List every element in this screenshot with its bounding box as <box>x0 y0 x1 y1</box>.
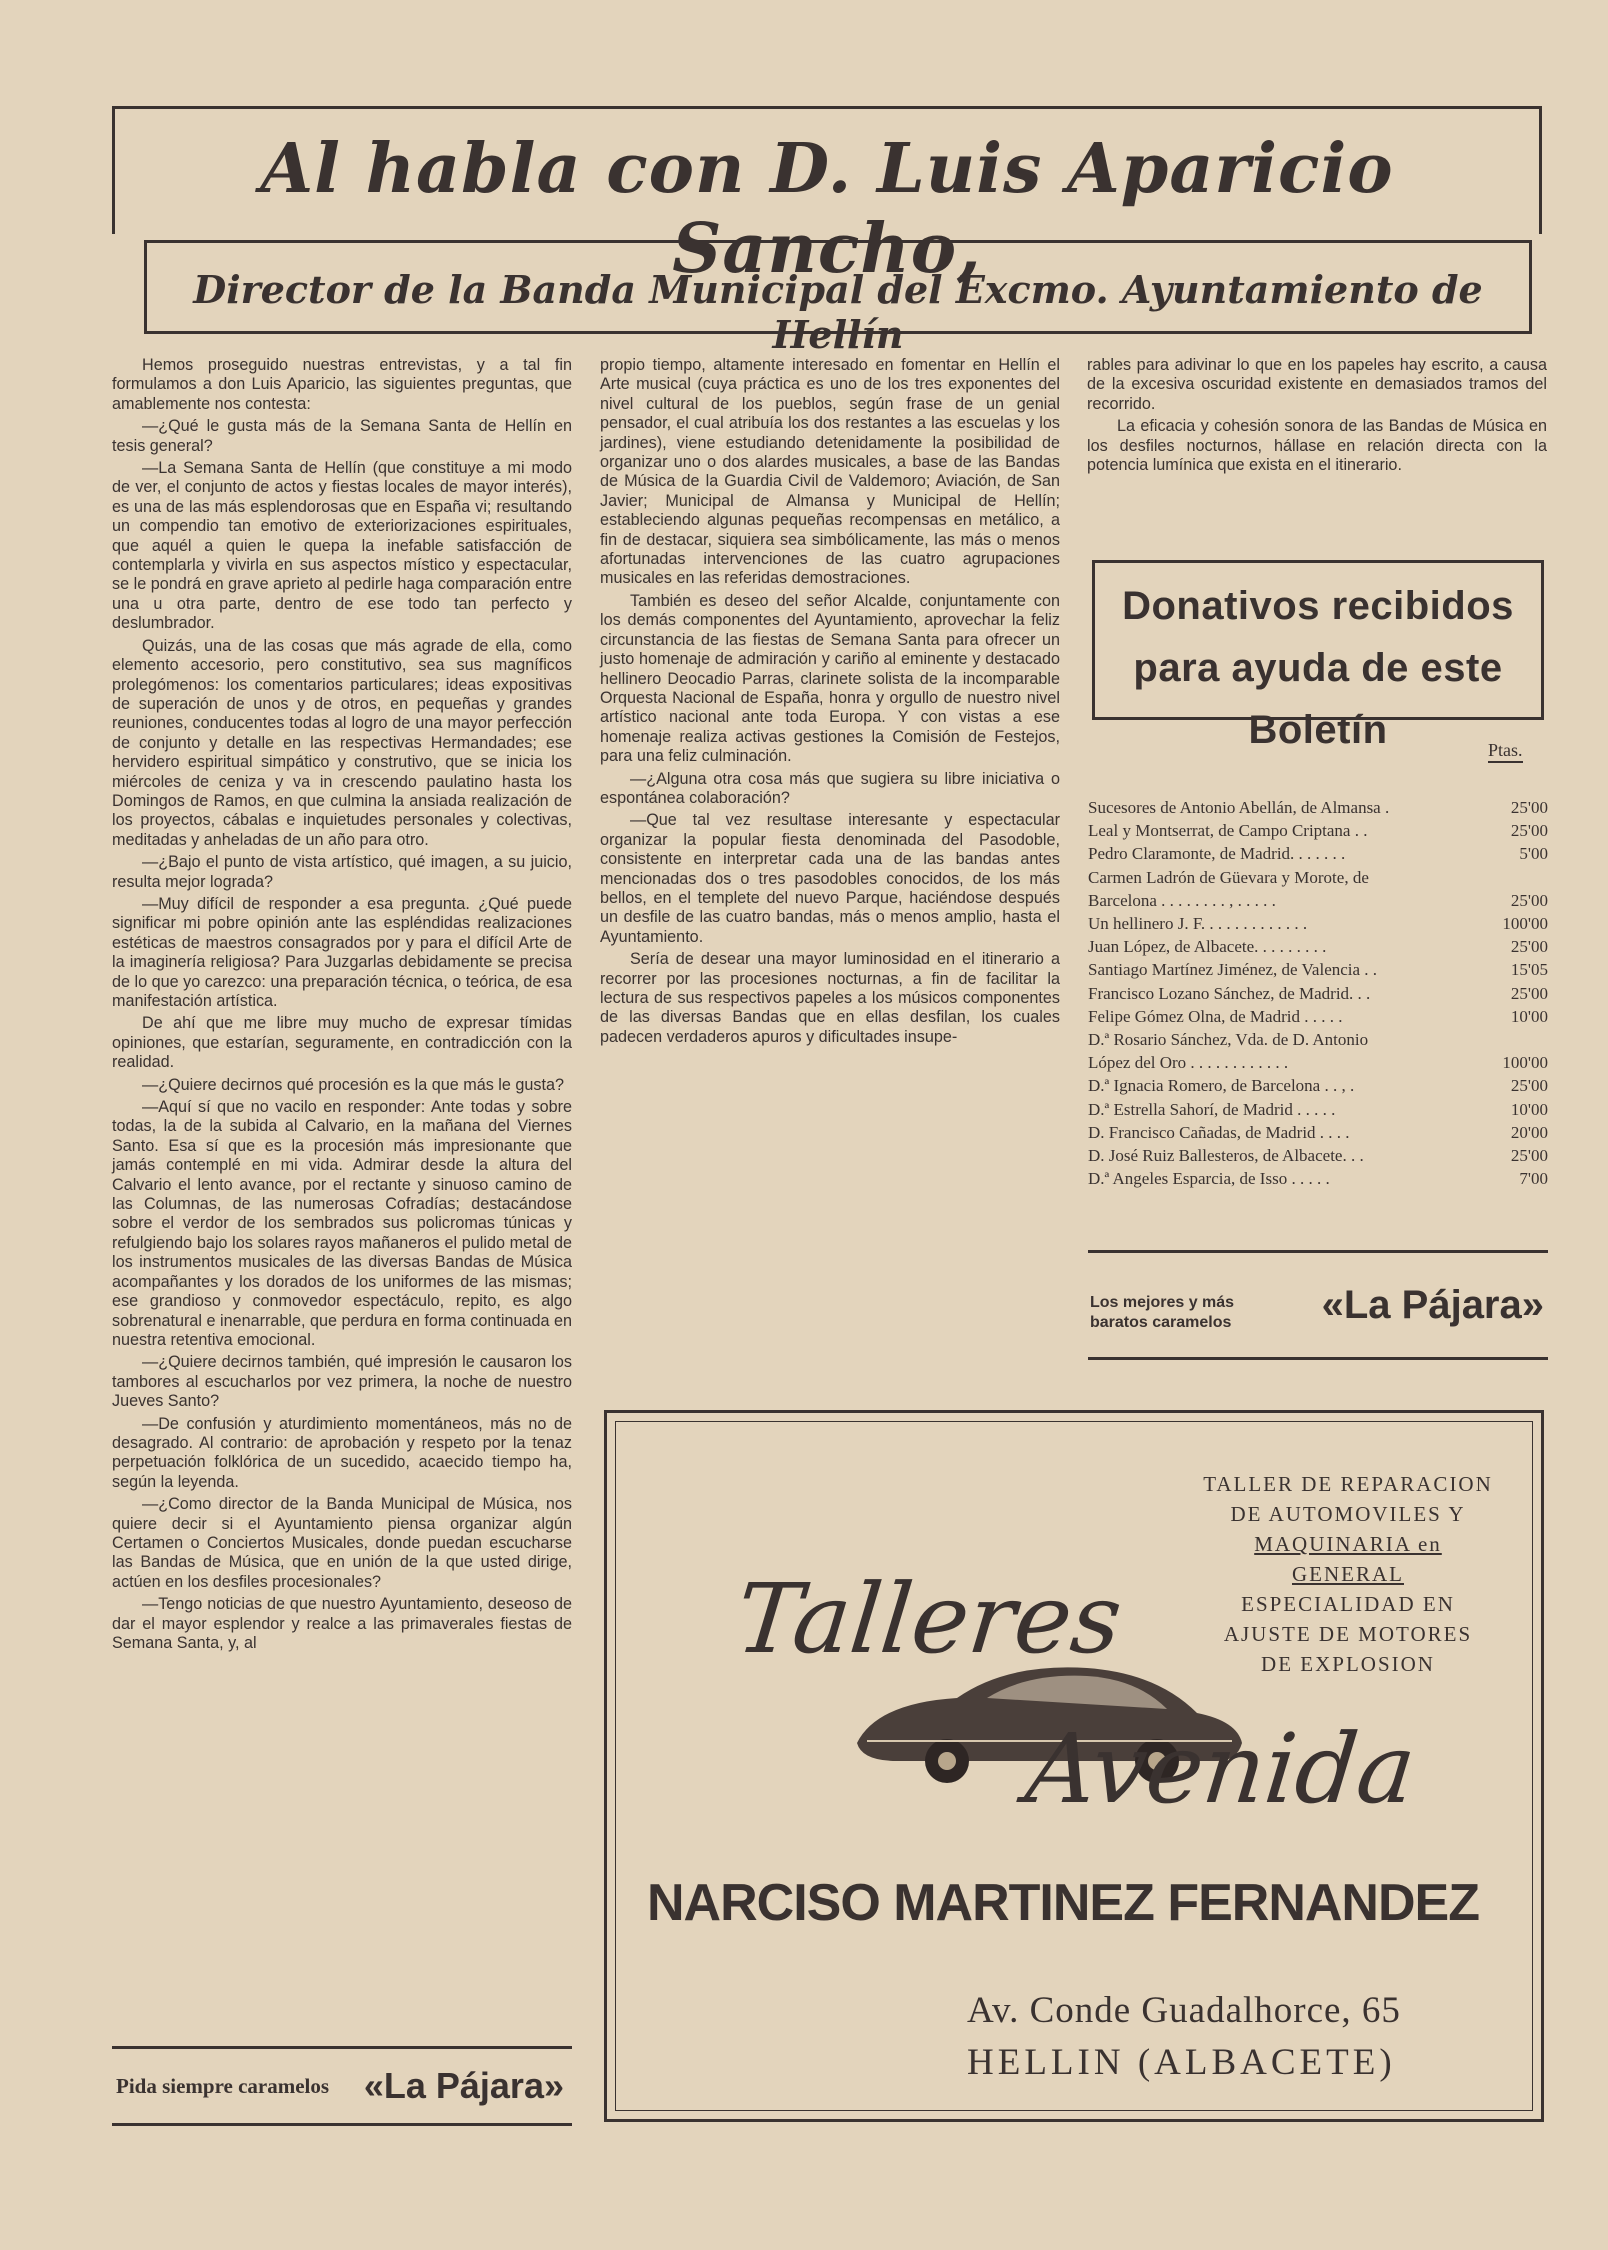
donation-row <box>1088 796 1548 819</box>
donation-amount: 25'00 <box>1510 983 1548 1003</box>
ad-brand: «La Pájara» <box>1321 1283 1544 1327</box>
donation-amount <box>1490 866 1548 889</box>
article-paragraph: —¿Quiere decirnos también, qué impresión le causaron los tambores al escucharlos por vez primera, la noche de nuestro Jueves Santo? <box>112 1353 572 1411</box>
donation-amount: 5'00 <box>1519 844 1548 864</box>
donations-list <box>1088 796 1548 1190</box>
donor-name: Sucesores de Antonio Abellán, de Almansa . <box>1088 798 1390 817</box>
page-subtitle: Director de la Banda Municipal del Excmo. Ayuntamiento de Hellín <box>193 267 1483 357</box>
donation-row <box>1088 1144 1548 1167</box>
donation-row <box>1088 912 1548 935</box>
donation-amount: 100'00 <box>1502 914 1548 934</box>
donation-amount: 25'00 <box>1510 937 1548 957</box>
ad-la-pajara-bottom <box>112 2046 572 2126</box>
donation-row <box>1088 842 1548 865</box>
donation-row <box>1088 1028 1548 1051</box>
donation-amount: 20'00 <box>1510 1122 1548 1142</box>
ad-slogan: Pida siempre caramelos <box>116 2073 330 2098</box>
donation-amount: 25'00 <box>1510 1076 1548 1096</box>
article-paragraph: —¿Como director de la Banda Municipal de Música, nos quiere decir si el Ayuntamiento piensa organizar algún Certamen o Conciertos Musicales, donde puedan escucharse las Bandas de Música, que en unión de la que usted dirige, actúen en los desfiles procesionales? <box>112 1495 572 1591</box>
logo-script-talleres: Talleres <box>731 1563 1127 1675</box>
subtitle-box <box>144 240 1532 357</box>
donation-row <box>1088 1051 1548 1074</box>
article-paragraph: —Que tal vez resultase interesante y espectacular organizar la popular fiesta denominada del Pasodoble, consistente en interpretar cada una de las bandas antes mencionadas dos o tres pasodobles conocidos, de los más bellos, en el templete del nuevo Parque, haciéndose después un desfile de las cuatro bandas, más o menos amplio, hasta el Ayuntamiento. <box>600 811 1060 946</box>
donor-name: Un hellinero J. F. . . . . . . . . . . . . <box>1088 914 1308 934</box>
currency-label: Ptas. <box>1488 740 1523 763</box>
article-paragraph: —De confusión y aturdimiento momentáneos, más no de desagrado. Al contrario: de aprobación y respeto por la tenaz perpetuación folklórica de un sucedido, acaecido tiempo ha, según la leyenda. <box>112 1414 572 1491</box>
article-paragraph: Hemos proseguido nuestras entrevistas, y a tal fin formulamos a don Luis Aparicio, las siguientes preguntas, que amablemente nos contesta: <box>112 356 572 413</box>
donation-row <box>1088 1098 1548 1121</box>
donation-row <box>1088 1074 1548 1097</box>
donor-name: Santiago Martínez Jiménez, de Valencia . . <box>1088 960 1378 980</box>
donor-name: Pedro Claramonte, de Madrid. . . . . . . <box>1088 844 1346 864</box>
page-title: Al habla con D. Luis Aparicio Sancho, <box>260 129 1394 289</box>
donor-name: D.ª Rosario Sánchez, Vda. de D. Antonio <box>1088 1030 1369 1050</box>
service-line: DE EXPLOSION <box>1261 1652 1435 1676</box>
article-paragraph: —Tengo noticias de que nuestro Ayuntamiento, deseoso de dar el mayor esplendor y realce a las primaverales fiestas de Semana Santa, y, al <box>112 1595 572 1652</box>
donation-amount: 7'00 <box>1519 1169 1548 1189</box>
ad-talleres-avenida <box>604 1410 1544 2122</box>
donation-row <box>1088 1005 1548 1028</box>
donor-name: Barcelona . . . . . . . . , . . . . . <box>1088 890 1276 910</box>
article-paragraph: —¿Alguna otra cosa más que sugiera su libre iniciativa o espontánea colaboración? <box>600 769 1060 807</box>
article-paragraph: —¿Quiere decirnos qué procesión es la que más le gusta? <box>142 1075 565 1094</box>
donor-name: D. Francisco Cañadas, de Madrid . . . . <box>1088 1122 1350 1142</box>
donation-amount: 10'00 <box>1510 1099 1548 1119</box>
article-paragraph: —Aquí sí que no vacilo en responder: Ante todas y sobre todas, la de la subida al Calvario, en la mañana del Viernes Santo. Esa sí que es la procesión más impresionante que jamás contemplé en mi vida. Admirar desde la altura del Calvario el lento avance, por el rectante y sinuoso camino de las Columnas, de las numerosas Cofradías; destacándose sobre el verdor de los sembrados sus policromas túnicas y refulgiendo bajo los solares rayos mañaneros el pulido metal de los instrumentos musicales de las diversas Bandas de Música acompañantes y los dorados de los uniformes de las mismas; ese grandioso y conmovedor espectáculo, repito, es algo sobrenatural e inenarrable, que perdura en forma continuada en nuestra retentiva emocional. <box>112 1098 572 1349</box>
donation-row <box>1088 958 1548 981</box>
donation-row <box>1088 1121 1548 1144</box>
article-paragraph: —La Semana Santa de Hellín (que constituye a mi modo de ver, el conjunto de actos y fiestas locales de mayor interés), es una de las más esplendorosas que en España vi; resultando un compendio tan emotivo de exteriorizaciones espirituales, que aquél a quien le quepa la inefable satisfacción de contemplarla y vivirla en sus aspectos místico y espectacular, se le pondrá en grave aprieto al pedirle haga comparación entre una u otra parte, dentro de ese todo tan perfecto y deslumbrador. <box>112 459 572 633</box>
donation-amount: 15'05 <box>1510 960 1548 980</box>
donor-name: D. José Ruiz Ballesteros, de Albacete. . . <box>1088 1146 1364 1166</box>
donation-row <box>1088 866 1548 889</box>
donor-name: Leal y Montserrat, de Campo Criptana . . <box>1088 821 1368 841</box>
donor-name: López del Oro . . . . . . . . . . . . <box>1088 1053 1289 1073</box>
service-line: AJUSTE DE MOTORES <box>1223 1622 1473 1646</box>
donor-name: D.ª Ignacia Romero, de Barcelona . . , . <box>1088 1076 1355 1096</box>
article-paragraph: rables para adivinar lo que en los papeles hay escrito, a causa de la excesiva oscuridad existente en demasiados tramos del recorrido. <box>1087 356 1547 413</box>
article-column-2 <box>600 356 1060 1396</box>
donation-row <box>1088 1167 1548 1190</box>
article-paragraph: —¿Qué le gusta más de la Semana Santa de Hellín en tesis general? <box>112 417 572 455</box>
logo-script-avenida: Avenida <box>1021 1713 1421 1825</box>
donation-row <box>1088 889 1548 912</box>
ad-la-pajara-right <box>1088 1250 1548 1360</box>
donation-amount: 25'00 <box>1510 798 1548 817</box>
service-line: ESPECIALIDAD EN <box>1241 1592 1455 1616</box>
article-paragraph: —Muy difícil de responder a esa pregunta. ¿Qué puede significar mi pobre opinión ante las espléndidas realizaciones estéticas de maestros consagrados por y para el difícil Arte de la imaginería religiosa? Para Juzgarlas debidamente se precisa de lo que yo carezco: una preparación técnica, o teórica, de esa manifestación artística. <box>112 894 572 1010</box>
article-paragraph: —¿Bajo el punto de vista artístico, qué imagen, a su juicio, resulta mejor lograda? <box>112 853 572 891</box>
address: Av. Conde Guadalhorce, 65 <box>967 1990 1401 2031</box>
donor-name: D.ª Angeles Esparcia, de Isso . . . . . <box>1088 1169 1330 1189</box>
article-paragraph: De ahí que me libre muy mucho de expresar tímidas opiniones, que estarían, seguramente, en contradicción con la realidad. <box>112 1014 572 1072</box>
donation-amount: 25'00 <box>1510 821 1548 841</box>
donor-name: D.ª Estrella Sahorí, de Madrid . . . . . <box>1088 1099 1336 1119</box>
donation-row <box>1088 935 1548 958</box>
article-paragraph: La eficacia y cohesión sonora de las Bandas de Música en los desfiles nocturnos, hállase en relación directa con la potencia lumínica que exista en el itinerario. <box>1087 417 1547 475</box>
article-paragraph: También es deseo del señor Alcalde, conjuntamente con los demás componentes del Ayuntamiento, aprovechar la feliz circunstancia de las fiestas de Semana Santa para ofrecer un justo homenaje de admiración y cariño al eminente y destacado hellinero Deocadio Parras, clarinete solista de la incomparable Orquesta Nacional de España, honra y orgullo de nuestro nivel artístico nacional ante toda Europa. Y con vistas a ese homenaje realiza activas gestiones la Comisión de Festejos, para una feliz culminación. <box>600 591 1060 766</box>
donation-row <box>1088 982 1548 1005</box>
donation-amount <box>1490 1028 1548 1051</box>
article-paragraph: propio tiempo, altamente interesado en fomentar en Hellín el Arte musical (cuya práctica es uno de los tres exponentes del nivel cultural de los pueblos, según frase de un genial pensador, el cual atribuía los dos restantes a las escuelas y los jardines), viene estudiando detenidamente la posibilidad de organizar uno o dos alardes musicales, a base de las Bandas de Música de la Guardia Civil de Valdemoro; Aviación, de San Javier; Municipal de Almansa y Municipal de Hellín; estableciendo algunas pequeñas recompensas en metálico, a fin de destacar, siquiera sea simbólicamente, las más o menos afortunadas intervenciones de las cuatro agrupaciones musicales en las referidas demostraciones. <box>600 356 1060 588</box>
donation-amount: 25'00 <box>1510 890 1548 910</box>
donation-amount: 100'00 <box>1502 1053 1548 1073</box>
article-column-1 <box>112 356 572 2021</box>
service-line: MAQUINARIA en GENERAL <box>1254 1532 1442 1586</box>
owner-name: NARCISO MARTINEZ FERNANDEZ <box>647 1874 1479 1932</box>
donations-title: Donativos recibidos para ayuda de este Boletín <box>1122 584 1514 752</box>
service-line: DE AUTOMOVILES Y <box>1230 1502 1466 1526</box>
title-box <box>112 106 1542 289</box>
donor-name: Felipe Gómez Olna, de Madrid . . . . . <box>1088 1006 1343 1026</box>
donation-amount: 25'00 <box>1510 1146 1548 1166</box>
donation-amount: 10'00 <box>1510 1006 1548 1026</box>
ad-brand: «La Pájara» <box>363 2065 564 2106</box>
article-column-3 <box>1087 356 1547 541</box>
donor-name: Carmen Ladrón de Güevara y Morote, de <box>1088 867 1369 887</box>
donation-row <box>1088 819 1548 842</box>
article-paragraph: Sería de desear una mayor luminosidad en el itinerario a recorrer por las procesiones nocturnas, a fin de facilitar la lectura de sus respectivos papeles a los músicos componentes de las diversas Bandas que en ellas desfilan, los cuales padecen verdaderos apuros y dificultades insupe- <box>600 950 1060 1046</box>
city: HELLIN (ALBACETE) <box>967 2042 1396 2083</box>
service-line: TALLER DE REPARACION <box>1203 1472 1493 1496</box>
donor-name: Juan López, de Albacete. . . . . . . . . <box>1088 937 1327 957</box>
ad-slogan: Los mejores y más baratos caramelos <box>1090 1294 1235 1331</box>
donor-name: Francisco Lozano Sánchez, de Madrid. . . <box>1088 983 1371 1003</box>
article-paragraph: Quizás, una de las cosas que más agrade de ella, como elemento accesorio, pero constitutivo, sea sus magníficos prolegómenos: los comentarios particulares; ideas expositivas de superación de unos y de otros, en pequeñas y grandes reuniones, conducentes todas al logro de una mayor perfección de conjunto y detalle en las respectivas Hermandades; ese hervidero espiritual simpático y construtivo, que se inicia los miércoles de ceniza y va in crescendo paulatino hasta los Domingos de Ramos, en que culmina la ansiada realización de los proyectos, cábalas e inquietudes personales y colectivas, meditadas y anheladas de un año para otro. <box>112 636 572 849</box>
